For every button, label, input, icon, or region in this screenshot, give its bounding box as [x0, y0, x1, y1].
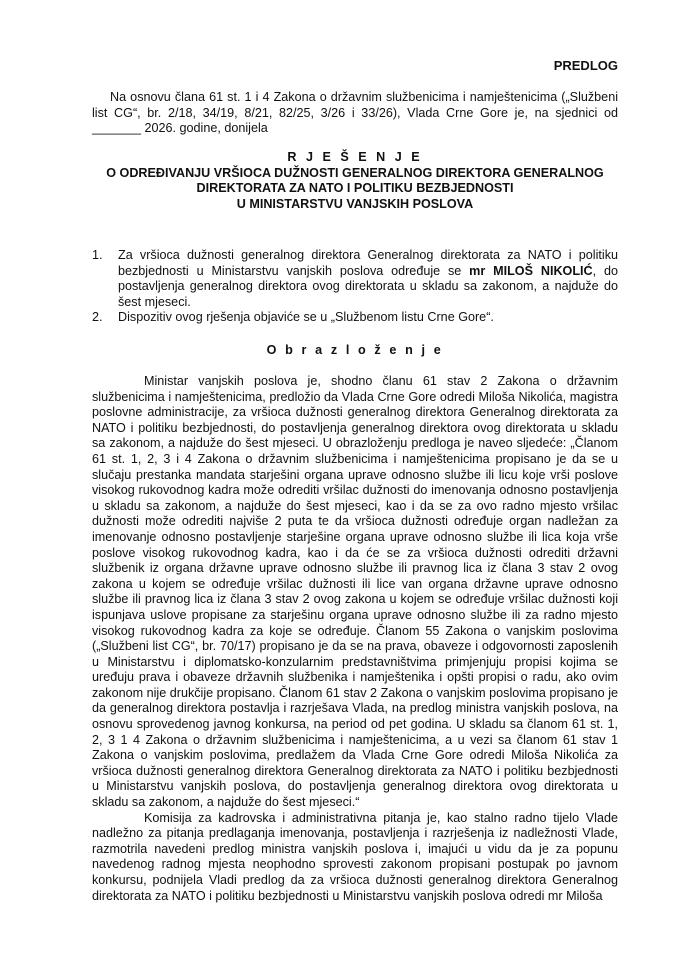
title-line-4: U MINISTARSTVU VANJSKIH POSLOVA — [236, 196, 474, 211]
title-line-2: O ODREĐIVANJU VRŠIOCA DUŽNOSTI GENERALNOG DIREKTORA GENERALNOG — [106, 165, 604, 180]
title-decision-word: R J E Š E N J E — [287, 150, 423, 164]
explanation-paragraph-2: Komisija za kadrovska i administrativna pitanja je, kao stalno radno tijelo Vlade nadležno za pitanja predlaganja imenovanja, postavljenja i razrješenja iz nadležnosti Vlade, razmotrila navedeni predlog ministra vanjskih poslova i, imajući u vidu da je za popunu navedenog radnog mjesta neophodno sprovesti zakonom propisani postupak po javnom konkursu, podnijela Vladi predlog da za vršioca dužnosti generalnog direktora Generalnog direktorata za NATO i politiku bezbjednosti u Ministarstvu vanjskih poslova odredi mr Miloša — [92, 810, 618, 903]
decision-items — [92, 248, 618, 326]
item-text-after: , do postavljenja generalnog direktora ovog direktorata u skladu sa zakonom, a najduže do šest mjeseci. — [118, 263, 618, 309]
item-number: 2. — [92, 310, 103, 325]
intro-paragraph — [92, 90, 618, 137]
decision-item-2 — [92, 310, 618, 326]
explanation-body — [92, 374, 618, 904]
item-text-before: Za vršioca dužnosti generalnog direktora Generalnog direktorata za NATO i politiku bezbjednosti u Ministarstvu vanjskih poslova određuje se — [118, 248, 618, 278]
document-label: PREDLOG — [553, 58, 618, 73]
intro-text: Na osnovu člana 61 st. 1 i 4 Zakona o državnim službenicima i namještenicima („Službeni list CG“, br. 2/18, 34/19, 8/21, 82/25, 3/26 i 33/26), Vlada Crne Gore je, na sjednici od _______ 2026. godine, donijela — [92, 90, 618, 136]
item-number: 1. — [92, 248, 103, 262]
explanation-heading: O b r a z l o ž e n j e — [266, 343, 444, 357]
explanation-paragraph-1: Ministar vanjskih poslova je, shodno članu 61 stav 2 Zakona o državnim službenicima i namještenicima, predložio da Vlada Crne Gore odredi Miloša Nikolića, magistra poslovne administracije, za vršioca dužnosti generalnog direktora Generalnog direktorata za NATO i politiku bezbjednosti, do postavljenja generalnog direktora ovog direktorata u skladu sa zakonom, a najduže do šest mjeseci. U obrazloženju predloga je naveo sljedeće: „Članom 61 st. 1, 2, 3 i 4 Zakona o državnim službenicima i namještenicima propisano je da se u slučaju prestanka mandata starješini organa uprave odnosno službe ili licu koje vrši poslove visokog rukovodnog kadra može odrediti vršilac dužnosti do imenovanja odnosno postavljenja u skladu sa zakonom, a najduže do šest mjeseci, kao i da se za ovo radno mjesto vršilac dužnosti može odrediti najviše 2 puta te da vršioca dužnosti određuje organ nadležan za imenovanje odnosno postavljenje starješine organa uprave odnosno službe ili lica koja vrše poslove visokog rukovodnog kadra, kao i da će se za vršioca dužnosti odrediti državni službenik iz organa državne uprave odnosno službe ili pravnog lica iz člana 3 stav 2 ovog zakona u kojem se određuje vršilac dužnosti ili lice van organa državne uprave odnosno službe ili pravnog lica iz člana 3 stav 2 ovog zakona u kojem se određuje vršilac dužnosti koji ispunjava uslove propisane za starješinu organa uprave odnosno službe ili za radno mjesto visokog rukovodnog kadra za koje se određuje. Članom 55 Zakona o vanjskim poslovima („Službeni list CG“, br. 70/17) propisano je da se na prava, obaveze i odgovornosti zaposlenih u Ministarstvu i diplomatsko-konzularnim predstavništvima primjenjuju propisi kojima se uređuju prava i obaveze državnih službenika i namještenika i opšti propisi o radu, ako ovim zakonom nije drukčije propisano. Članom 61 stav 2 Zakona o vanjskim poslovima propisano je da generalnog direktora postavlja i razrješava Vlada, na predlog ministra vanjskih poslova, na osnovu sprovedenog javnog konkursa, na period od pet godina. U skladu sa članom 61 st. 1, 2, 3 1 4 Zakona o državnim službenicima i namještenicima, a u vezi sa članom 61 stav 1 Zakona o vanjskim poslovima, predlažem da Vlada Crne Gore odredi Miloša Nikolića za vršioca dužnosti generalnog direktora Generalnog direktorata za NATO i politiku bezbjednosti u Ministarstvu vanjskih poslova, do postavljenja generalnog direktora ovog direktorata u skladu sa zakonom, a najduže do šest mjeseci.“ — [92, 374, 618, 810]
title-line-3: DIREKTORATA ZA NATO I POLITIKU BEZBJEDNOSTI — [196, 181, 514, 196]
appointee-name: mr MILOŠ NIKOLIĆ — [469, 263, 593, 278]
decision-item-1 — [92, 248, 618, 310]
item-text: Dispozitiv ovog rješenja objaviće se u „Službenom listu Crne Gore“. — [118, 310, 494, 325]
decision-title — [92, 150, 618, 212]
